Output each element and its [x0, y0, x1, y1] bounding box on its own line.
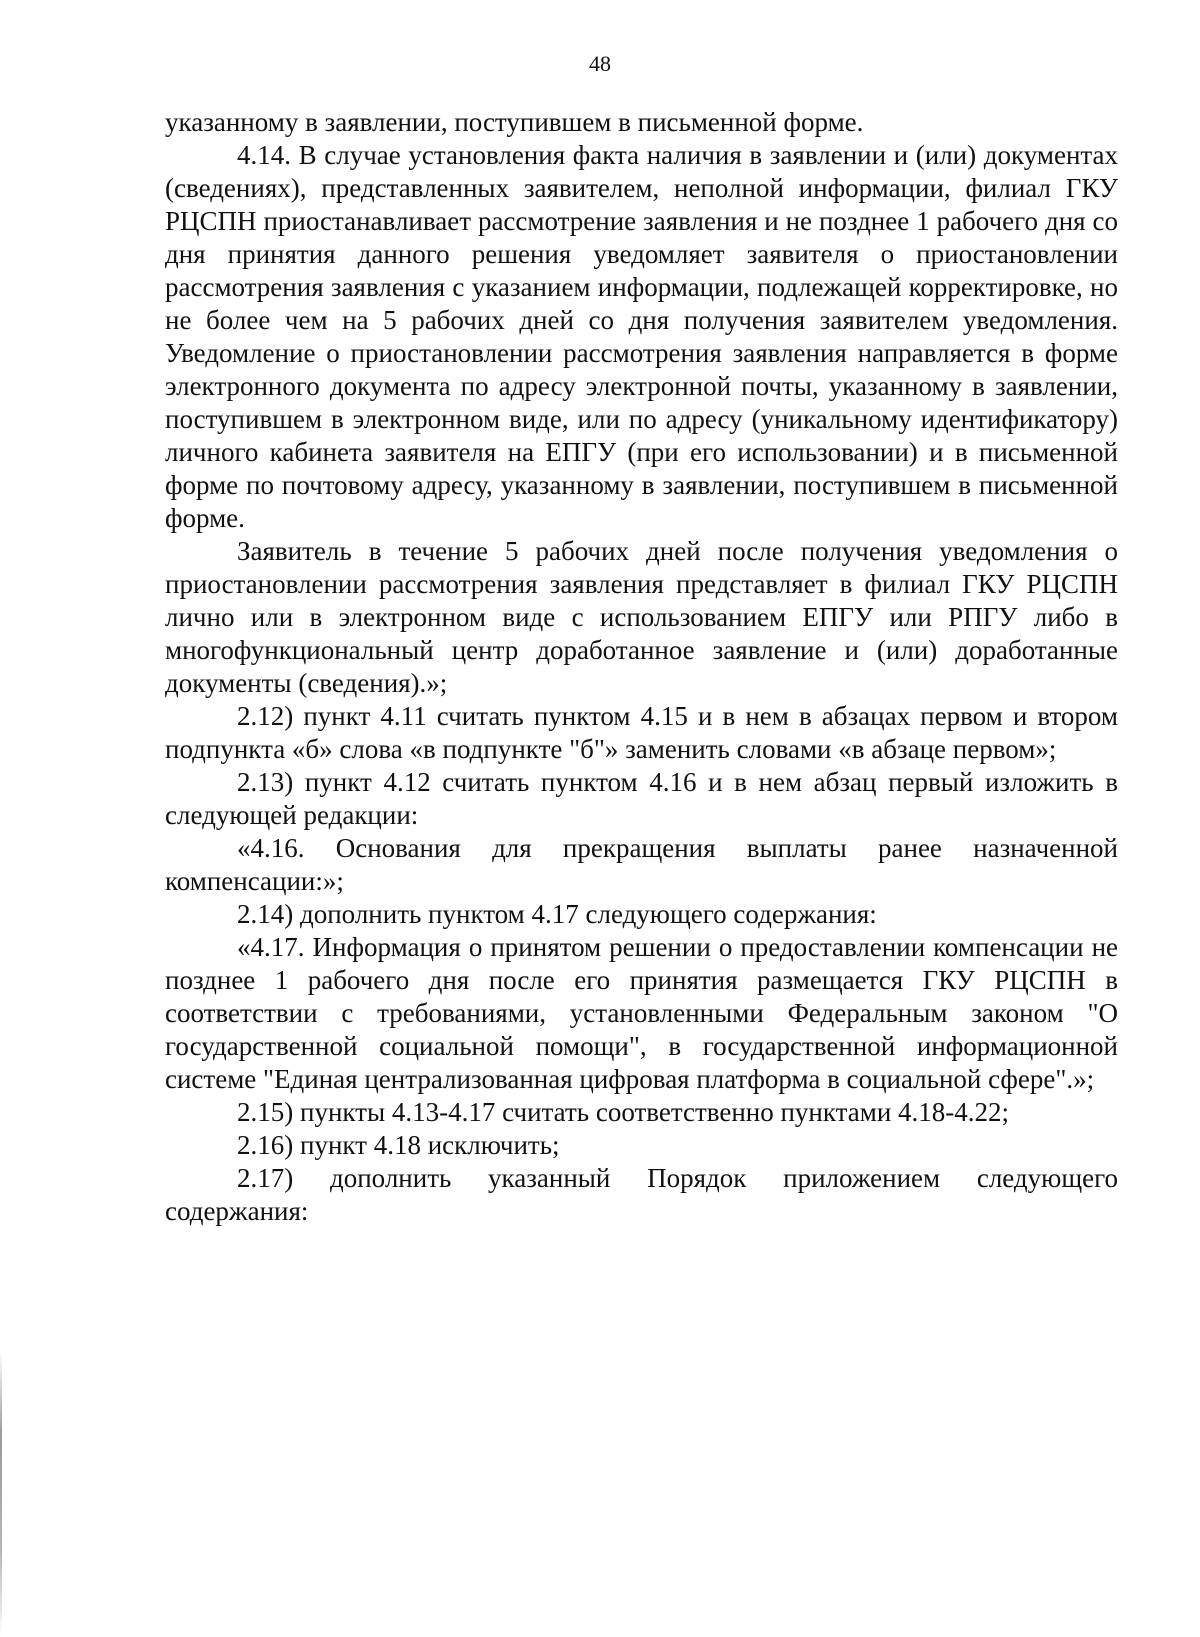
paragraph-applicant: Заявитель в течение 5 рабочих дней после получения уведомления о приостановлении рассмотрения заявления представляет в филиал ГКУ РЦСПН лично или в электронном виде с использованием ЕПГУ или РПГУ либо в многофункциональный центр доработанное заявление и (или) доработанные документы (сведения).»;	[165, 536, 1118, 698]
paragraph-2-17: 2.17) дополнить указанный Порядок приложением следующего содержания:	[165, 1163, 1118, 1226]
paragraph-2-14: 2.14) дополнить пунктом 4.17 следующего содержания:	[237, 899, 877, 929]
page-number: 48	[589, 51, 611, 76]
paragraph-2-13: 2.13) пункт 4.12 считать пунктом 4.16 и в нем абзац первый изложить в следующей редакции:	[165, 767, 1118, 830]
paragraph-4-17: «4.17. Информация о принятом решении о предоставлении компенсации не позднее 1 рабочего дня после его принятия размещается ГКУ РЦСПН в соответствии с требованиями, установленными Федеральным законом "О государственной социальной помощи", в государственной информационной системе "Единая централизованная цифровая платформа в социальной сфере".»;	[165, 932, 1118, 1094]
document-body	[165, 106, 1118, 1228]
scan-edge-mark	[0, 1350, 2, 1637]
paragraph-4-16: «4.16. Основания для прекращения выплаты ранее назначенной компенсации:»;	[165, 833, 1118, 896]
paragraph-2-12: 2.12) пункт 4.11 считать пунктом 4.15 и в нем в абзацах первом и втором подпункта «б» слова «в подпункте "б"» заменить словами «в абзаце первом»;	[165, 701, 1118, 764]
paragraph-2-15: 2.15) пункты 4.13-4.17 считать соответственно пунктами 4.18-4.22;	[237, 1097, 1010, 1127]
paragraph-continuation: указанному в заявлении, поступившем в письменной форме.	[165, 107, 864, 137]
paragraph-4-14: 4.14. В случае установления факта наличия в заявлении и (или) документах (сведениях), представленных заявителем, неполной информации, филиал ГКУ РЦСПН приостанавливает рассмотрение заявления и не позднее 1 рабочего дня со дня принятия данного решения уведомляет заявителя о приостановлении рассмотрения заявления с указанием информации, подлежащей корректировке, но не более чем на 5 рабочих дней со дня получения заявителем уведомления. Уведомление о приостановлении рассмотрения заявления направляется в форме электронного документа по адресу электронной почты, указанному в заявлении, поступившем в электронном виде, или по адресу (уникальному идентификатору) личного кабинета заявителя на ЕПГУ (при его использовании) и в письменной форме по почтовому адресу, указанному в заявлении, поступившем в письменной форме.	[165, 140, 1118, 533]
paragraph-2-16: 2.16) пункт 4.18 исключить;	[237, 1130, 560, 1160]
